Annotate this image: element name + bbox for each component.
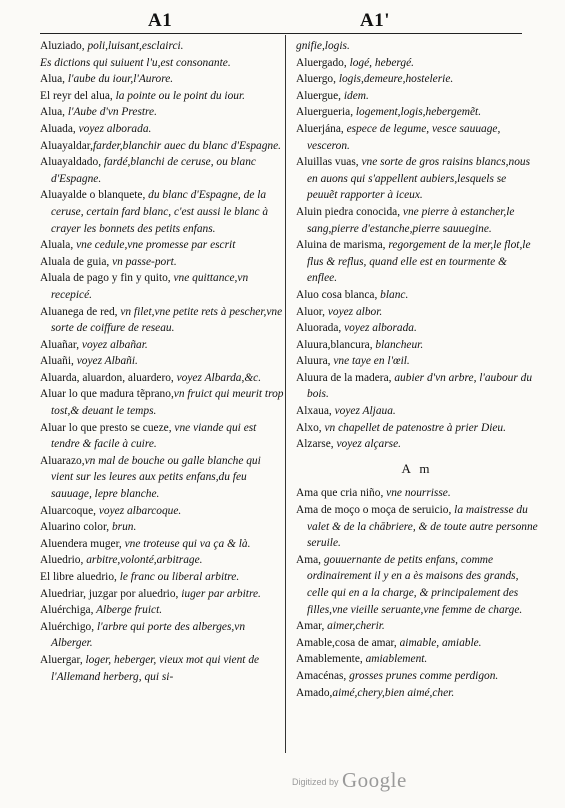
dictionary-entry [296,420,538,437]
entry-headword: Aluerjána, [296,122,344,135]
entry-definition: l'arbre qui porte des alberges,vn Alberger. [51,620,246,650]
entry-definition: logement,logis,hebergemẽt. [353,106,482,119]
dictionary-entry [40,619,285,652]
dictionary-entry [40,154,285,187]
dictionary-entry [296,38,538,55]
dictionary-entry [296,651,538,668]
entry-headword: Aluarino color, [40,521,110,534]
dictionary-entry [40,536,285,553]
entry-headword: Alua, [40,73,65,86]
entry-definition: farder,blanchir auec du blanc d'Espagne. [93,139,282,152]
dictionary-entry [296,337,538,354]
entry-headword: Aluarazo, [40,454,85,467]
dictionary-entry [40,237,285,254]
entry-headword: Aluergar, [40,653,83,666]
entry-definition: vn fruict qui meurit trop tost,& deuant le temps. [51,388,284,418]
entry-definition: aubier d'vn arbre, l'aubour du bois. [307,371,533,401]
entry-definition: voyez Aljaua. [331,405,396,418]
entry-headword: Aluergo, [296,73,336,86]
google-logo: Google [342,768,407,792]
entry-definition: l'Aube d'vn Prestre. [65,106,157,119]
dictionary-entry [40,270,285,303]
dictionary-entry [40,38,285,55]
entry-headword: Aluar lo que presto se cueze, [40,421,172,434]
section-heading: A m [401,460,433,476]
dictionary-entry [40,420,285,453]
right-column [296,38,538,701]
dictionary-entry [296,304,538,321]
entry-definition: vne troteuse qui va ça & là. [121,537,251,550]
dictionary-entry [40,652,285,685]
dictionary-entry [296,370,538,403]
dictionary-entry [296,403,538,420]
dictionary-entry [40,386,285,419]
entry-headword: Amablemente, [296,653,363,666]
entry-headword: Aluarda, aluardon, aluardero, [40,371,174,384]
entry-headword: Aluarcoque, [40,504,96,517]
dictionary-entry [296,353,538,370]
entry-definition: voyez alçarse. [333,438,402,451]
entry-definition: la pointe ou le point du iour. [112,89,246,102]
header-rule [40,33,522,34]
entry-headword: Ama que cria niño, [296,487,384,500]
entry-definition: Es dictions qui suiuent l'u,est consonante. [40,56,231,69]
entry-headword: Aluo cosa blanca, [296,288,378,301]
entry-headword: Aluala de pago y fin y quito, [40,272,171,285]
dictionary-entry [40,187,285,237]
dictionary-entry [296,237,538,287]
entry-headword: El libre aluedrio, [40,571,117,583]
dictionary-entry [40,304,285,337]
dictionary-entry [40,552,285,569]
entry-headword: Aluedriar, juzgar por aluedrio, [40,587,179,600]
entry-headword: Aluada, [40,122,76,135]
google-watermark [292,768,417,792]
entry-headword: Aluañi, [40,355,74,368]
entry-definition: loger, heberger, vieux mot qui vient de l'Allemand herberg, qui si- [51,653,260,683]
entry-definition: iuger par arbitre. [178,587,261,600]
entry-definition: voyez alborada. [75,122,152,135]
entry-headword: Amable,cosa de amar, [296,636,397,649]
dictionary-entry [296,55,538,72]
right-column-entries-am [296,485,538,701]
entry-definition: logé, hebergé. [346,56,414,69]
entry-definition: grosses prunes comme perdigon. [346,669,499,682]
dictionary-entry [40,254,285,271]
entry-definition: espece de legume, vesce sauuage, vesceron. [307,122,501,152]
entry-headword: Aluala de guia, [40,255,110,268]
dictionary-entry [40,353,285,370]
entry-headword: Alxo, [296,421,322,434]
digitized-label: Digitized by [292,777,339,787]
dictionary-entry [40,55,285,72]
entry-headword: Aluala, [40,239,74,252]
entry-definition: vne sorte de gros raisins blancs,nous en auons qui s'appellent aubiers,lesquels se peuuẽt rapporter à iceux. [307,156,531,202]
entry-definition: brun. [109,521,137,534]
entry-headword: Aluar lo que madura tẽprano, [40,388,174,401]
dictionary-entry [40,88,285,105]
entry-headword: Aluura, [296,355,331,368]
dictionary-entry [40,337,285,354]
dictionary-entry [296,121,538,154]
dictionary-entry [40,569,285,586]
entry-definition: poli,luisant,esclairci. [84,40,184,52]
entry-definition: voyez albañar. [79,338,148,351]
dictionary-entry [296,618,538,635]
dictionary-entry [296,104,538,121]
entry-headword: Aluayaldado, [40,156,102,169]
dictionary-entry [296,88,538,105]
entry-definition: gnifie,logis. [296,40,350,52]
dictionary-entry [296,204,538,237]
entry-definition: voyez Albañi. [73,355,138,368]
entry-definition: vne pierre à estancher,le sang,pierre d'estanche,pierre sauuegine. [307,205,515,235]
entry-definition: voyez alborada. [341,322,417,335]
entry-headword: Aluin piedra conocida, [296,205,401,218]
dictionary-entry [296,154,538,204]
entry-headword: Ama, [296,553,321,566]
entry-definition: vne nourrisse. [383,487,451,500]
entry-definition: Alberge fruict. [93,604,163,617]
right-column-entries-al [296,38,538,453]
entry-headword: Amar, [296,620,325,633]
entry-definition: l'aube du iour,l'Aurore. [65,73,174,86]
dictionary-entry [296,287,538,304]
entry-headword: Aluérchigo, [40,620,95,633]
dictionary-entry [40,104,285,121]
dictionary-entry [40,586,285,603]
entry-headword: Amacénas, [296,669,347,682]
entry-headword: Amado, [296,686,333,699]
entry-definition: vn chapellet de patenostre à prier Dieu. [321,421,506,434]
entry-headword: Alzarse, [296,438,334,451]
entry-definition: du blanc d'Espagne, de la ceruse, certain fard blanc, c'est aussi le blanc à crayer les bonnets des petits enfans. [51,189,269,235]
entry-headword: Aluañar, [40,338,80,351]
column-divider [285,35,286,753]
dictionary-entry [40,519,285,536]
entry-headword: Aluziado, [40,40,85,52]
dictionary-entry [296,320,538,337]
entry-headword: Aluergado, [296,56,347,69]
entry-headword: Aluayalde o blanquete, [40,189,146,202]
running-head-left: A1 [148,10,173,31]
entry-headword: Ama de moço o moça de seruicio, [296,504,452,517]
dictionary-entry [296,668,538,685]
entry-definition: fardé,blanchi de ceruse, ou blanc d'Espagne. [51,156,256,185]
entry-headword: Aluanega de red, [40,305,118,318]
entry-definition: voyez albarcoque. [95,504,182,517]
entry-definition: vn mal de bouche ou galle blanche qui vient sur les leures aux petits enfans,du feu sauuage, lepre blanche. [51,454,261,501]
dictionary-entry [40,503,285,520]
entry-definition: vn passe-port. [109,255,177,268]
entry-definition: gouuernante de petits enfans, comme ordinairement il y en a ès maisons des grands, celle qui en a la charge, & principalement des filles,vne vieille seruante,vne femme de charge. [307,553,523,616]
entry-headword: Aluura,blancura, [296,338,373,351]
entry-definition: aimable, amiable. [396,636,482,649]
entry-headword: Aluina de marisma, [296,239,386,252]
entry-headword: Alua, [40,106,65,119]
entry-definition: vne cedule,vne promesse par escrit [73,239,236,252]
dictionary-entry [40,370,285,387]
entry-definition: blancheur. [372,338,424,351]
dictionary-entry [40,138,285,155]
entry-definition: amiablement. [362,653,428,666]
entry-headword: Aluendera muger, [40,537,122,550]
entry-headword: Aluayaldar, [40,139,93,152]
entry-definition: idem. [341,89,369,102]
entry-definition: aimé,chery,bien aimé,cher. [332,686,455,699]
left-column [40,38,285,685]
dictionary-entry [296,485,538,502]
entry-definition: vne taye en l'œil. [330,355,410,368]
entry-definition: voyez Albarda,&c. [173,371,262,384]
dictionary-entry [40,71,285,88]
entry-headword: Aluillas vuas, [296,156,359,169]
dictionary-entry [296,502,538,552]
dictionary-entry [40,602,285,619]
entry-headword: Aluura de la madera, [296,371,392,384]
entry-definition: vn filet,vne petite rets à pescher,vne sorte de coiffure de reseau. [51,305,283,335]
dictionary-entry [296,685,538,702]
dictionary-entry [296,71,538,88]
entry-definition: vne quittance,vn recepicé. [51,272,249,301]
entry-headword: El reyr del alua, [40,89,113,102]
entry-definition: arbitre,volonté,arbitrage. [83,554,203,567]
dictionary-entry [296,552,538,618]
entry-headword: Aluergueria, [296,106,354,119]
entry-headword: Aluergue, [296,89,342,102]
entry-definition: voyez albor. [324,305,383,318]
entry-headword: Aluor, [296,305,325,318]
dictionary-entry [40,453,285,503]
running-head-right: A1' [360,10,390,31]
entry-headword: Alxaua, [296,405,332,418]
entry-definition: le franc ou liberal arbitre. [116,571,240,583]
dictionary-entry [40,121,285,138]
entry-definition: regorgement de la mer,le flot,le flus & reflus, quand elle est en tourmente & enflee. [307,239,531,285]
dictionary-entry [296,436,538,453]
entry-headword: Aluérchiga, [40,604,94,617]
entry-definition: blanc. [377,288,409,301]
entry-definition: la maistresse du valet & de la chābriere, & de toute autre personne seruile. [307,504,538,550]
entry-headword: Aluedrio, [40,554,84,567]
dictionary-entry [296,635,538,652]
entry-definition: logis,demeure,hostelerie. [335,73,454,86]
entry-definition: aimer,cherir. [324,620,385,633]
entry-headword: Aluorada, [296,322,342,335]
entry-definition: vne viande qui est tendre & facile à cuire. [51,421,257,451]
